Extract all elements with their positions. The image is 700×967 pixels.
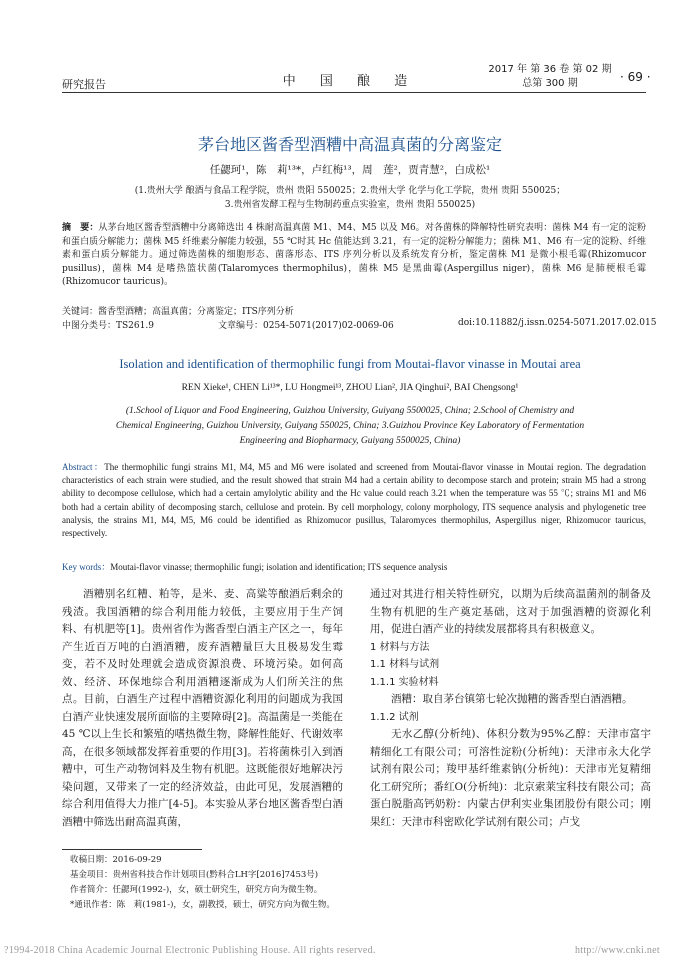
affiliation-cn-line: 3.贵州省发酵工程与生物制药重点实验室，贵州 贵阳 550025): [224, 200, 476, 210]
page-number: · 69 ·: [620, 70, 651, 84]
footnote-author: 作者简介：任勰珂(1992-)，女，硕士研究生，研究方向为微生物。: [70, 885, 323, 895]
reagents-paragraph: 无水乙醇(分析纯)、体积分数为95%乙醇：天津市富宇精细化工有限公司；可溶性淀粉(分析纯)：天津市永大化学试剂有限公司；羧甲基纤维素钠(分析纯)：天津市光复精细化工研究所；番红O(分析纯)：北京索莱宝科技有限公司；高蛋白脱脂高钙奶粉：内蒙古伊利实业集团股份有限公司；刚果红：天津市科密欧化学试剂有限公司；卢戈: [370, 728, 651, 828]
abstract-english: [62, 461, 646, 540]
doi[interactable]: doi:10.11882/j.issn.0254-5071.2017.02.015: [458, 318, 657, 328]
body-right-column: [370, 586, 651, 831]
clc-number: 中图分类号：TS261.9: [62, 321, 154, 331]
keywords-cn-label: 关键词：: [62, 307, 99, 317]
abstract-chinese: [62, 222, 646, 290]
copyright-text: ?1994-2018 China Academic Journal Electronic Publishing House. All rights reserved.: [4, 945, 376, 956]
intro-paragraph-continued: 通过对其进行相关特性研究，以期为后续高温菌剂的制备及生物有机肥的生产奠定基础，这对于加强酒糟的资源化利用，促进白酒产业的持续发展都将具有积极意义。: [370, 588, 651, 635]
affiliation-en-line: Chemical Engineering, Guizhou University, Guiyang 550025, China; 3.Guizhou Province Key Laboratory of Fermentation: [115, 421, 585, 431]
issue-info: [480, 63, 620, 91]
issue-line-2: 总第 300 期: [522, 78, 578, 89]
header-divider: [62, 92, 646, 93]
footnote-received: 收稿日期：2016-09-29: [70, 855, 162, 865]
affiliations-english: [90, 404, 610, 449]
body-left-column: [62, 586, 343, 831]
subsubsection-heading: 1.1.2 试剂: [370, 711, 419, 723]
affiliation-en-line: (1.School of Liquor and Food Engineering, Guizhou University, Guiyang 5500025, China; 2.School of Chemistry and: [125, 406, 575, 416]
footnote-funding: 基金项目：贵州省科技合作计划项目(黔科合LH字[2016]7453号): [70, 870, 319, 880]
abstract-en-label: Abstract：: [62, 462, 105, 472]
keywords-en-text: Moutai-flavor vinasse; thermophilic fungi; isolation and identification; ITS sequence analysis: [110, 562, 448, 572]
affiliation-en-line: Engineering and Biopharmacy, Guiyang 5500025, China): [239, 436, 461, 446]
journal-name: 中 国 酿 造: [282, 74, 418, 89]
issue-line-1: 2017 年 第 36 卷 第 02 期: [488, 64, 612, 75]
affiliations-chinese: [80, 184, 620, 212]
footnotes: [70, 853, 335, 913]
subsubsection-heading: 1.1.1 实验材料: [370, 676, 439, 688]
cnki-link[interactable]: http://www.cnki.net: [574, 945, 660, 956]
section-heading: 1 材料与方法: [370, 641, 430, 653]
keywords-english: [62, 560, 646, 573]
materials-paragraph: 酒糟：取自茅台镇第七轮次抛糟的酱香型白酒酒糟。: [391, 693, 633, 705]
section-label: 研究报告: [62, 78, 106, 91]
title-chinese: 茅台地区酱香型酒糟中高温真菌的分离鉴定: [197, 135, 502, 154]
document-code: 文章编号：0254-5071(2017)02-0069-06: [218, 321, 394, 331]
authors-chinese: 任勰珂¹，陈 莉¹³*，卢红梅¹³，周 莲²，贾青慧²，白成松¹: [209, 164, 491, 176]
subsection-heading: 1.1 材料与试剂: [370, 659, 440, 670]
abstract-en-text: The thermophilic fungi strains M1, M4, M5 and M6 were isolated and screened from Moutai-flavor vinasse in Moutai region. The degradation characteristics of each strain were studied, and the result showed that strain M4 had a certain ability to decompose starch and protein; strain M5 had a strong ability to decompose cellulose, which had a certain amylolytic ability and the Hc value could reach 3.21 when the temperature was 55 ℃; strains M1 and M6 both had a certain ability of decomposing starch, cellulose and protein. By cell morphology, colony morphology, ITS sequence analysis and phylogenetic tree analysis, the strains M1, M4, M5, M6 could be identified as Rhizomucor pusillus, Talaromyces thermophilus, Aspergillus niger, Rhizomucor tauricus, respectively.: [62, 462, 646, 539]
keywords-chinese: [62, 304, 646, 317]
intro-paragraph: 酒糟别名红糟、粕等，是米、麦、高粱等酿酒后剩余的残渣。我国酒糟的综合利用能力较低，主要应用于生产饲料、有机肥等[1]。贵州省作为酱香型白酒主产区之一，每年产生近百万吨的白酒酒糟，废弃酒糟量巨大且极易发生霉变，若不及时处理就会造成资源浪费、环境污染。如何高效、经济、环保地综合利用酒糟逐渐成为人们所关注的焦点。目前，白酒生产过程中酒糟资源化利用的问题成为我国白酒产业快速发展所面临的主要障碍[2]。高温菌是一类能在45 ℃以上生长和繁殖的嗜热微生物，降解性能好、代谢效率高，在很多领域都发挥着重要的作用[3]。若将菌株引入到酒糟中，可生产动物饲料及生物有机肥。这既能很好地解决污染问题，又带来了一定的经济效益，由此可见，发展酒糟的综合利用值得大力推广[4-5]。本实验从茅台地区酱香型白酒酒糟中筛选出耐高温真菌，: [62, 588, 343, 828]
authors-english: REN Xieke¹, CHEN Li¹³*, LU Hongmei¹³, ZHOU Lian², JIA Qinghui², BAI Chengsong¹: [181, 383, 519, 393]
keywords-cn-text: 酱香型酒糟；高温真菌；分离鉴定；ITS序列分析: [98, 307, 294, 317]
abstract-cn-text: 从茅台地区酱香型酒糟中分离筛选出 4 株耐高温真菌 M1、M4、M5 以及 M6。对各菌株的降解特性研究表明：菌株 M4 有一定的淀粉和蛋白质分解能力；菌株 M5 纤维素分解能力较强，55 ℃时其 Hc 值能达到 3.21，有一定的淀粉分解能力；菌株 M1、M6 有一定的淀粉、纤维素和蛋白质分解能力。通过筛选菌株的细胞形态、菌落形态、ITS 序列分析以及系统发育分析，鉴定菌株 M1 是微小根毛霉(Rhizomucor pusillus)，菌株 M4 是嗜热篮状菌(Talaromyces thermophilus)，菌株 M5 是黑曲霉(Aspergillus niger)，菌株 M6 是肺梗根毛霉(Rhizomucor tauricus)。: [62, 223, 646, 288]
keywords-en-label: Key words：: [62, 562, 111, 572]
title-english: Isolation and identification of thermophilic fungi from Moutai-flavor vinasse in Moutai area: [119, 357, 581, 371]
footnote-divider: [62, 849, 202, 850]
footnote-corresponding: *通讯作者：陈 莉(1981-)，女，副教授，硕士，研究方向为微生物。: [70, 900, 335, 910]
affiliation-cn-line: (1.贵州大学 酿酒与食品工程学院，贵州 贵阳 550025；2.贵州大学 化学与化工学院，贵州 贵阳 550025；: [134, 186, 566, 196]
abstract-cn-label: 摘 要：: [62, 223, 99, 233]
